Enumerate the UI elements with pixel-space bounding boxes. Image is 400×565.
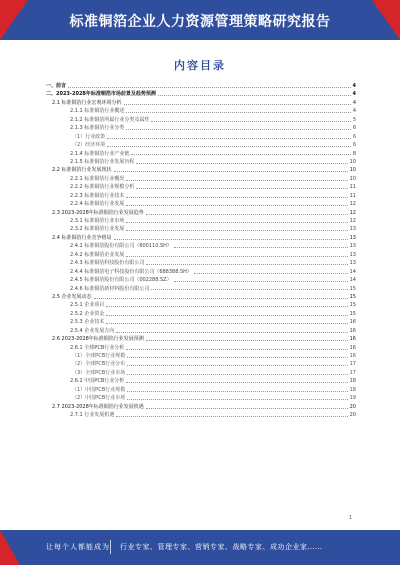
toc-dot-leader [126,124,351,130]
toc-entry-page: 13 [349,251,356,258]
toc-entry-page: 4 [352,108,356,115]
toc-entry-label: 2.2 标准铜箔行业发展现状 [52,167,112,174]
toc-dot-leader [127,386,348,392]
toc-entry[interactable] [46,166,356,174]
toc-entry[interactable] [46,133,356,141]
toc-entry[interactable] [46,259,356,267]
report-title: 标准铜箔企业人力资源管理策略研究报告 [69,14,331,30]
toc-entry-page: 15 [349,310,356,317]
toc-dot-leader [136,183,347,189]
toc-entry[interactable] [46,386,356,394]
toc-entry-page: 16 [349,319,356,326]
toc-entry-label: 2.2.1 标准铜箔行业概况 [70,175,125,182]
toc-entry[interactable] [46,285,356,293]
toc-dot-leader [126,192,347,198]
toc-entry[interactable] [46,352,356,360]
footer-banner [0,530,400,565]
toc-entry[interactable] [46,403,356,411]
toc-dot-leader [106,301,347,307]
toc-dot-leader [131,150,350,156]
page-number: 1 [348,515,352,521]
report-header [0,0,400,40]
toc-entry-page: 10 [349,175,356,182]
toc-entry[interactable] [46,116,356,124]
toc-entry-page: 16 [349,344,356,351]
footer-divider [110,540,111,554]
toc-entry-label: 2.4.1 标准铜箔股份有限公司（600110.SH） [70,243,172,250]
toc-entry-label: 2.5.4 企业发展方向 [70,327,115,334]
toc-entry[interactable] [46,192,356,200]
toc-entry[interactable] [46,293,356,301]
toc-dot-leader [126,200,347,206]
toc-dot-leader [127,360,348,366]
toc-entry[interactable] [46,209,356,217]
toc-entry-label: 2.1 标准铜箔行业宏观环境分析 [52,99,122,106]
toc-entry-page: 20 [349,412,356,419]
toc-entry-page: 15 [349,302,356,309]
toc-entry-label: （3）全球PCB行业市场 [72,369,126,376]
toc-entry-page: 10 [349,158,356,165]
toc-dot-leader [146,259,347,265]
toc-entry-label: 2.7 2023-2028年标准铜箔行业发展机遇 [52,403,144,410]
toc-dot-leader [106,310,347,316]
toc-dot-leader [151,285,347,291]
toc-entry-page: 4 [352,91,356,98]
toc-entry[interactable] [46,318,356,326]
toc-entry-label: 2.3.1 标准铜箔行业市场 [70,218,125,224]
toc-entry-page: 6 [352,142,356,149]
footer-roles: 行业专家、管理专家、营销专家、战略专家、成功企业家…… [120,543,323,551]
toc-dot-leader [126,217,347,223]
toc-entry[interactable] [46,276,356,284]
toc-entry[interactable] [46,327,356,335]
toc-entry-page: 15 [349,293,356,300]
toc-entry-page: 14 [349,268,356,275]
toc-entry-page: 13 [349,260,356,267]
toc-dot-leader [68,82,351,88]
toc-entry-label: 2.1.3 标准铜箔行业分类 [70,125,125,132]
toc-entry-label: 二、2023-2028年标准铜箔市场前景及趋势预测 [46,91,156,98]
toc-dot-leader [151,116,350,122]
toc-dot-leader [127,394,348,400]
toc-entry-page: 12 [349,201,356,208]
toc-dot-leader [124,99,351,105]
toc-entry-label: 2.5.3 企业技术 [70,319,105,326]
toc-entry-page: 14 [349,277,356,284]
toc-entry[interactable] [46,107,356,115]
toc-heading: 内容目录 [174,59,226,72]
toc-entry-label: 2.3 2023-2028年标准铜箔行业发展趋势 [52,209,144,216]
footer-slogan: 让每个人都能成为 [46,543,110,551]
toc-entry-label: 2.2.3 标准铜箔行业技术 [70,192,125,199]
toc-entry-label: 2.6.2 中国PCB行业分析 [70,378,125,385]
toc-entry-page: 18 [349,378,356,385]
toc-entry[interactable] [46,394,356,402]
toc-entry-label: （1）行业政策 [72,133,106,140]
toc-dot-leader [126,225,347,231]
toc-entry[interactable] [46,158,356,166]
toc-dot-leader [136,158,347,164]
toc-entry-label: 2.1.4 标准铜箔行业产业链 [70,150,130,157]
toc-dot-leader [94,293,348,299]
toc-entry-label: 2.4.4 标准铜箔电子科技股份有限公司（688388.SH） [70,268,192,275]
toc-entry-label: 2.4 标准铜箔行业竞争格局 [52,234,112,241]
toc-entry-label: 2.4.5 标准铜箔股份有限公司（002288.SZ） [70,277,172,284]
toc-entry-page: 16 [349,353,356,359]
toc-entry[interactable] [46,242,356,250]
toc-entry[interactable] [46,377,356,385]
toc-dot-leader [127,352,348,358]
toc-dot-leader [126,377,347,383]
toc-entry-page: 6 [352,133,356,140]
toc-dot-leader [114,166,348,172]
toc-dot-leader [116,411,347,417]
toc-entry-label: （1）全球PCB行业规模 [72,353,126,359]
toc-entry-label: 2.5.1 企业项目 [70,302,105,309]
footer-accent [0,530,20,565]
toc-entry[interactable] [46,344,356,352]
toc-entry[interactable] [46,99,356,107]
toc-entry-page: 13 [349,234,356,241]
toc-entry-label: 2.3.2 标准铜箔行业发展 [70,226,125,233]
toc-entry[interactable] [46,234,356,242]
toc-entry[interactable] [46,310,356,318]
toc-entry[interactable] [46,150,356,158]
toc-entry[interactable] [46,175,356,183]
toc-entry-label: 2.2.4 标准铜箔行业发展 [70,201,125,208]
toc-entry-label: 2.1.1 标准铜箔行业概述 [70,108,125,115]
toc-entry[interactable] [46,369,356,377]
toc-entry-label: （2）全球PCB行业分布 [72,361,126,368]
toc-entry-label: 2.1.2 标准铜箔所属行业分类及属性 [70,116,150,123]
toc-entry-label: （2）经济环境 [72,142,106,149]
toc-dot-leader [158,90,351,96]
toc-entry-label: 一、前言 [46,83,67,89]
toc-dot-leader [146,403,348,409]
toc-dot-leader [174,276,348,282]
toc-dot-leader [174,242,348,248]
toc-dot-leader [146,209,348,215]
toc-dot-leader [146,335,348,341]
toc-entry-page: 20 [349,403,356,410]
toc-entry-label: 2.4.2 标准铜箔企业发展 [70,251,125,258]
toc-dot-leader [126,344,347,350]
toc-entry-page: 12 [349,209,356,216]
toc-entry-label: 2.5 企业发展动态 [52,293,92,300]
table-of-contents [46,82,356,420]
toc-dot-leader [194,268,348,274]
toc-entry-page: 13 [349,243,356,250]
toc-entry[interactable] [46,225,356,233]
toc-entry-page: 11 [349,184,356,191]
toc-entry-page: 4 [352,99,356,106]
toc-dot-leader [114,234,348,240]
toc-dot-leader [126,175,347,181]
toc-entry[interactable] [46,301,356,309]
toc-entry-page: 17 [349,361,356,368]
toc-entry-label: 2.6 2023-2028年标准铜箔行业发展预测 [52,336,144,343]
toc-entry-label: 2.4.6 标准铜箔新材料股份有限公司 [70,285,150,292]
toc-entry-page: 6 [352,125,356,132]
toc-entry-page: 5 [352,116,356,123]
toc-entry-page: 19 [349,395,356,402]
toc-entry-page: 4 [352,83,356,89]
toc-entry-page: 12 [349,218,356,224]
toc-entry-label: 2.2.2 标准铜箔行业规模分析 [70,184,135,191]
toc-entry-page: 11 [349,192,356,199]
toc-entry-label: （1）中国PCB行业规模 [72,386,126,393]
toc-entry[interactable] [46,124,356,132]
toc-dot-leader [106,318,347,324]
toc-entry[interactable] [46,268,356,276]
toc-entry-label: 2.7.1 行业发展机遇 [70,412,115,419]
toc-dot-leader [126,251,347,257]
toc-dot-leader [107,141,351,147]
toc-dot-leader [126,107,351,113]
toc-entry[interactable] [46,411,356,419]
toc-entry-page: 16 [349,336,356,343]
toc-entry[interactable] [46,360,356,368]
toc-entry-label: 2.1.5 标准铜箔行业发展历程 [70,158,135,165]
toc-entry-label: （2）中国PCB行业市场 [72,395,126,402]
toc-dot-leader [107,133,351,139]
toc-dot-leader [116,327,347,333]
toc-entry-page: 17 [349,369,356,376]
toc-entry-label: 2.4.3 标准铜箔科技股份有限公司 [70,260,145,267]
toc-entry-page: 18 [349,386,356,393]
toc-entry-page: 16 [349,327,356,334]
toc-entry[interactable] [46,335,356,343]
toc-entry-page: 15 [349,285,356,292]
toc-entry[interactable] [46,217,356,225]
toc-entry[interactable] [46,141,356,149]
toc-entry[interactable] [46,90,356,98]
toc-entry[interactable] [46,200,356,208]
toc-entry-page: 13 [349,226,356,233]
toc-entry-page: 8 [352,150,356,157]
toc-entry[interactable] [46,183,356,191]
toc-entry-page: 10 [349,167,356,174]
toc-entry[interactable] [46,82,356,90]
toc-entry-label: 2.6.1 全球PCB行业分析 [70,344,125,351]
toc-dot-leader [127,369,348,375]
toc-entry-label: 2.5.2 企业资金 [70,310,105,317]
toc-entry[interactable] [46,251,356,259]
